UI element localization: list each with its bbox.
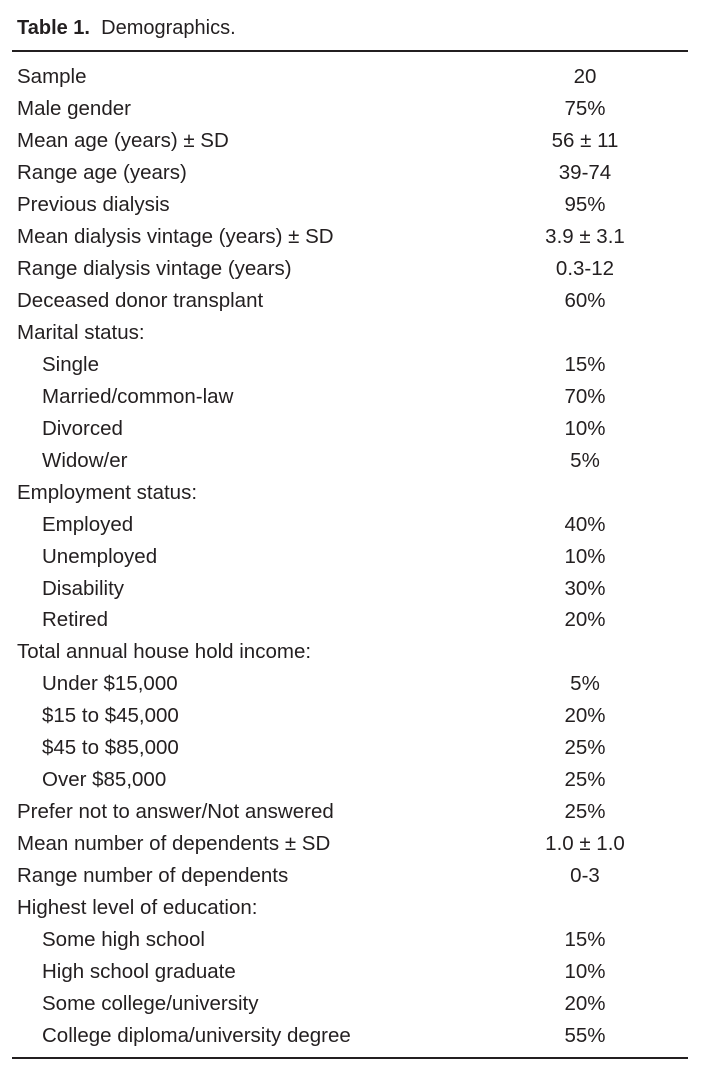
table-row	[0, 61, 704, 93]
table-row	[0, 796, 704, 828]
table-row	[0, 189, 704, 221]
row-value: 30%	[564, 576, 606, 600]
table-row	[0, 509, 704, 541]
table-row	[0, 445, 704, 477]
row-value: 20%	[564, 992, 606, 1016]
table-row	[0, 636, 704, 668]
row-label: Divorced	[42, 416, 123, 440]
table-number: Table 1.	[17, 17, 90, 39]
table-row	[0, 860, 704, 892]
table-row	[0, 828, 704, 860]
row-label: Widow/er	[42, 448, 128, 472]
row-label: Married/common-law	[42, 384, 234, 408]
row-value: 25%	[564, 800, 606, 824]
table-row	[0, 253, 704, 285]
row-value: 15%	[564, 352, 606, 376]
table-row	[0, 381, 704, 413]
row-value: 55%	[564, 1024, 606, 1048]
row-label: Over $85,000	[42, 768, 167, 792]
table-row	[0, 604, 704, 636]
bottom-rule	[12, 1057, 688, 1059]
table-row	[0, 892, 704, 924]
table-row	[0, 700, 704, 732]
row-value: 0-3	[570, 864, 600, 888]
row-value: 5%	[570, 672, 600, 696]
row-label: Prefer not to answer/Not answered	[17, 800, 334, 824]
row-value: 10%	[564, 960, 606, 984]
row-value: 25%	[564, 736, 606, 760]
row-label: Some college/university	[42, 992, 259, 1016]
row-label: Previous dialysis	[17, 192, 170, 216]
table-row	[0, 477, 704, 509]
table-row	[0, 541, 704, 573]
row-value: 75%	[564, 96, 606, 120]
row-label: Mean number of dependents ± SD	[17, 832, 331, 856]
row-label: Range age (years)	[17, 160, 187, 184]
row-value: 20%	[564, 608, 606, 632]
table-row	[0, 988, 704, 1020]
row-label: Male gender	[17, 96, 131, 120]
row-label: Marital status:	[17, 320, 145, 344]
row-value: 10%	[564, 416, 606, 440]
table-body	[0, 61, 704, 1052]
row-label: Retired	[42, 608, 109, 632]
table-row	[0, 764, 704, 796]
row-label: $15 to $45,000	[42, 704, 179, 728]
row-label: Total annual house hold income:	[17, 640, 312, 664]
table-row	[0, 157, 704, 189]
row-label: Unemployed	[42, 544, 158, 568]
table-row	[0, 285, 704, 317]
table-row	[0, 1020, 704, 1052]
row-label: Range number of dependents	[17, 864, 289, 888]
row-value: 40%	[564, 512, 606, 536]
row-label: College diploma/university degree	[42, 1024, 351, 1048]
row-label: Disability	[42, 576, 125, 600]
row-value: 20	[573, 65, 597, 88]
row-value: 60%	[564, 288, 606, 312]
row-value: 1.0 ± 1.0	[545, 832, 625, 856]
row-value: 39-74	[558, 160, 612, 184]
row-label: $45 to $85,000	[42, 736, 179, 760]
row-value: 56 ± 11	[551, 128, 619, 152]
row-label: Single	[42, 352, 99, 376]
table-row	[0, 924, 704, 956]
table-row	[0, 125, 704, 157]
row-value: 20%	[564, 704, 606, 728]
table-row	[0, 93, 704, 125]
table-row	[0, 317, 704, 349]
row-label: Sample	[17, 65, 87, 88]
row-value: 70%	[564, 384, 606, 408]
row-value: 95%	[564, 192, 606, 216]
row-label: Employment status:	[17, 480, 198, 504]
table-row	[0, 956, 704, 988]
row-value: 5%	[570, 448, 600, 472]
table-row	[0, 413, 704, 445]
table-row	[0, 732, 704, 764]
table-row	[0, 349, 704, 381]
row-label: Range dialysis vintage (years)	[17, 256, 292, 280]
row-value: 15%	[564, 928, 606, 952]
table-title	[17, 14, 236, 42]
table-row	[0, 668, 704, 700]
table-row	[0, 221, 704, 253]
table-caption: Demographics.	[101, 17, 236, 39]
row-value: 3.9 ± 3.1	[545, 224, 625, 248]
row-label: Highest level of education:	[17, 896, 258, 920]
row-value: 0.3-12	[555, 256, 615, 280]
top-rule	[12, 50, 688, 52]
row-label: Mean dialysis vintage (years) ± SD	[17, 224, 334, 248]
row-label: High school graduate	[42, 960, 236, 984]
row-label: Employed	[42, 512, 134, 536]
row-label: Some high school	[42, 928, 205, 952]
row-label: Under $15,000	[42, 672, 178, 696]
table-row	[0, 573, 704, 605]
row-label: Mean age (years) ± SD	[17, 128, 229, 152]
row-value: 25%	[564, 768, 606, 792]
row-value: 10%	[564, 544, 606, 568]
row-label: Deceased donor transplant	[17, 288, 264, 312]
